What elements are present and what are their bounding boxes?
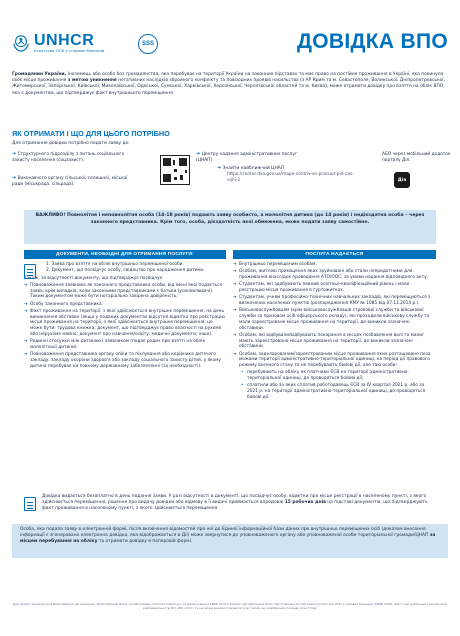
bullet-icon: • bbox=[241, 383, 244, 389]
arrow-icon: ➔ bbox=[233, 308, 237, 314]
required-documents bbox=[24, 262, 226, 274]
option-cnap-text: Центру надання адміністративних послуг (ЦНАП) bbox=[196, 152, 298, 163]
cnap-map-link[interactable]: https://center.diia.gov.ua/mapa-centriv-so-pracuut-pid-cas-vijni-2 bbox=[227, 172, 354, 183]
issuance-note: Довідка видається безоплатно в день подання заяви. У разі відсутності в документі, що посвідчує особу, відмітки про місце реєстрації в населеному пункті, з якого здійснюється переміщення, рішення про видачу довідки або відмову в її видачі приймається впродовж 15 робочих днів на підставі документів, що підтверджують факт проживання в населеному пункті, з якого здійснюється переміщення. bbox=[42, 494, 428, 512]
arrow-icon: ➔ bbox=[24, 308, 28, 314]
list-subitem: • сплатили або за яких сплатив роботодавець ЄСВ за IV квартал 2021 р. або за 2021 р. на території адміністративно-територіальної одиниці, де проводяться бойові дії. bbox=[241, 383, 426, 400]
option-diia: АБО через мобільний додаток порталу Дія. bbox=[382, 152, 451, 163]
option-social-protection-text: Структурного підрозділу з питань соціального захисту населення (соцзахист). bbox=[12, 152, 125, 163]
cnap-find-text: Знайти найближчий ЦНАП bbox=[222, 166, 285, 171]
list-item: ➔ Внутрішньо переміщеним особам. bbox=[233, 262, 317, 267]
intro-lead: Громадянин України, bbox=[12, 72, 67, 77]
arrow-icon: ➔ bbox=[233, 269, 237, 275]
list-item: ➔ Студентам, учням професійно-технічних навчальних закладів, які переміщуються з визначених населених пунктів (розпорядження КМУ № 1085 від 07.11.2014 р.). bbox=[233, 295, 431, 306]
document-item: 1. Заява про взяття на облік внутрішньо переміщеної особи. bbox=[46, 262, 184, 267]
documents-column bbox=[24, 262, 226, 371]
cnap-find-label bbox=[217, 165, 347, 171]
service-provided-header: ПОСЛУГА НАДАЄТЬСЯ bbox=[233, 250, 436, 259]
arrow-icon: ➔ bbox=[233, 282, 237, 288]
org-subtitle: Агентство ООН у справах біженців bbox=[34, 48, 105, 53]
important-notice bbox=[24, 210, 436, 244]
list-item: ➔ Повноваження заявника як законного представника особи, від імені якої подається заява, крім випадків, коли законними представниками є батьки (усиновлювачі). Таким документом може бути нотаріально завірена довіреність. bbox=[24, 282, 222, 300]
diia-app-icon[interactable]: Дія bbox=[394, 172, 410, 188]
arrow-icon: ➔ bbox=[217, 165, 222, 171]
arrow-icon: ➔ bbox=[24, 301, 28, 307]
list-subitem: • перебувають на обліку як платники ЄСВ на території адміністративно-територіальної одиниці, де проводяться бойові дії; bbox=[241, 370, 409, 382]
unhcr-emblem-icon bbox=[12, 33, 30, 53]
page-title: ДОВІДКА ВПО bbox=[297, 30, 448, 53]
arrow-icon: ➔ bbox=[24, 352, 28, 358]
unhcr-logo bbox=[12, 28, 132, 58]
option-local-council-text: Виконавчого органу сільської, селищної, міської ради (міськрада, сільрада). bbox=[12, 176, 128, 187]
qr-code[interactable] bbox=[160, 155, 190, 185]
document-icon bbox=[24, 264, 36, 279]
list-item: ➔ Особам, заделарованим/зареєстрованим місце проживання яких розташоване поза межами території адміністративно-територіальної одиниці, на період дії правового режиму воєнного стану та не перебувають бойові дії, але такі особи: bbox=[233, 351, 431, 369]
electronic-application-note: Особа, яка подала заяву в електронній формі, після включення відомостей про неї до Єдиної інформаційної бази даних про внутрішньо переміщених осіб (доказом внесення інформації є згенерована електронна довідка, яка відображається в Дії) може звернутися до уповноваженого органу або уповноваженої особи територіальної громади/ЦНАП за місцем перебування на обліку та отримати довідку в паперовій формі. bbox=[12, 524, 448, 558]
arrow-icon: ➔ bbox=[233, 332, 237, 338]
section-heading-how: ЯК ОТРИМАТИ І ЩО ДЛЯ ЦЬОГО ПОТРІБНО bbox=[12, 129, 170, 138]
arrow-icon: ➔ bbox=[233, 295, 237, 301]
arrow-icon: ➔ bbox=[24, 339, 28, 345]
org-name: UNHCR bbox=[34, 32, 95, 49]
intro-paragraph bbox=[12, 72, 448, 97]
important-notice-text: ВАЖЛИВО! Повнолітня і неповнолітня особа (14-18 років) подають заяву особисто, а малолітня дитина (до 14 років) і недієздатна особа – через законного представника. Крім того, особа, дієздатність якої обмежена, може подати заяву самостійно. bbox=[35, 213, 425, 225]
section-subheading: Для отримання довідки потрібно подати заяву до: bbox=[12, 141, 130, 146]
intro-emph: з метою уникнення bbox=[66, 78, 117, 84]
sss-logo: SSS bbox=[138, 34, 158, 54]
bullet-icon: • bbox=[241, 370, 244, 376]
certificate-icon bbox=[24, 497, 36, 511]
intro-text: іноземець або особа без громадянства, яка перебуває на території України на законних підставах та має право на постійне проживання в Україні, яка покинула своє місце проживання bbox=[12, 72, 444, 84]
arrow-icon: ➔ bbox=[233, 262, 237, 267]
document-item: 2. Документ, що посвідчує особу, свідоцтво про народження дитини. bbox=[46, 267, 205, 273]
arrow-icon: ➔ bbox=[233, 351, 237, 357]
list-item: ➔ Факт проживання на території, з якої здійснюється внутрішнє переміщення, на день виникнення обставин (якщо у поданих документах відсутня відмітка про реєстрацію місця проживання на території, з якої здійснюється внутрішнє переміщення, це може бути: трудова книжка; документ, що підтверджує право власності на рухоме або нерухоме майно; документ про навчання/освіту; медичні документи; інше). bbox=[24, 308, 225, 338]
option-social-protection bbox=[12, 152, 130, 163]
issuance-deadline: 15 робочих днів bbox=[283, 500, 326, 506]
option-local-council bbox=[12, 176, 130, 187]
list-item: ➔ Військовослужбовцям (крім військовослужбовців строкової служби та військової служби за призовом осіб офіцерського складу), які проходили військову службу та мали зареєстроване місце проживання на території, де виникли зазначені обставини. bbox=[233, 308, 430, 331]
footer-disclaimer: Цей проект реалізується Благодійною організацією «Благодійний Фонд «Стабілізейшн Саппорт Сервісез» за фінансування УВКБ ООН в Україні. Ця публікація була підготовлена за підтримки Агентства ООН у справах біженців (УВКБ ООН). Зміст цієї публікації є виключною відповідальністю БО «БФ «ССС» та не може використовуватися як такий, що відображає позицію Агентства. bbox=[12, 602, 448, 610]
electronic-emph: за місцем перебування на обліку bbox=[20, 533, 436, 545]
list-item: ➔ Особу законного представника. bbox=[24, 301, 103, 307]
arrow-icon: ➔ bbox=[24, 282, 28, 288]
intro-text-2: негативних наслідків збройного конфлікту та повсюдних проявів насильства (з АР Крим та м. Севастополя, Волинської, Дніпропетровської, Житомирської, Запорізької, Київської, Миколаївської, Одеської, Сумської, Харківської, Херсонської, Чернігівської областей та м. Києва), може отримати довідку про взяття на облік ВПО, яка є документом, що підтверджує факт внутрішнього переміщення. bbox=[12, 78, 445, 96]
list-item: ➔ Особам, які відбували/відбувають покарання в місцях позбавлення волі та мали/мають зареєстроване місце проживання на території, де виникли зазначені обставини. bbox=[233, 332, 424, 350]
also-required-label: Також, за відсутності документу, що підтверджує посвідчує: bbox=[24, 275, 164, 281]
list-item: ➔ Особам, житлові приміщення яких зруйновані або стали непридатними для проживання внаслідок проведення АТО/ООС, за умови надання відповідного акту. bbox=[233, 269, 428, 280]
list-item: ➔ Студентам, які здобувають певний освітньо-кваліфікаційний рівень і мали реєстрацію місця проживання в гуртожитках. bbox=[233, 282, 410, 293]
service-column bbox=[233, 262, 436, 402]
option-cnap bbox=[196, 152, 301, 163]
documents-header: ДОКУМЕНТИ, НЕОБХІДНІ ДЛЯ ОТРИМАННЯ ПОСЛУГИ: bbox=[24, 250, 226, 259]
arrow-icon: ➔ bbox=[196, 151, 201, 157]
list-item: ➔ Повноваження представника органу опіки та піклування або керівника дитячого закладу, закладу охорони здоров'я або закладу соціального захисту дітей, у якому дитина перебуває на повному державному забезпеченні (за необхідності). bbox=[24, 352, 222, 369]
arrow-icon: ➔ bbox=[12, 175, 17, 181]
list-item: ➔ Родинні стосунки між дитиною і заявником (подає родич при взятті на облік малолітньої дитини). bbox=[24, 339, 206, 351]
arrow-icon: ➔ bbox=[12, 151, 17, 157]
